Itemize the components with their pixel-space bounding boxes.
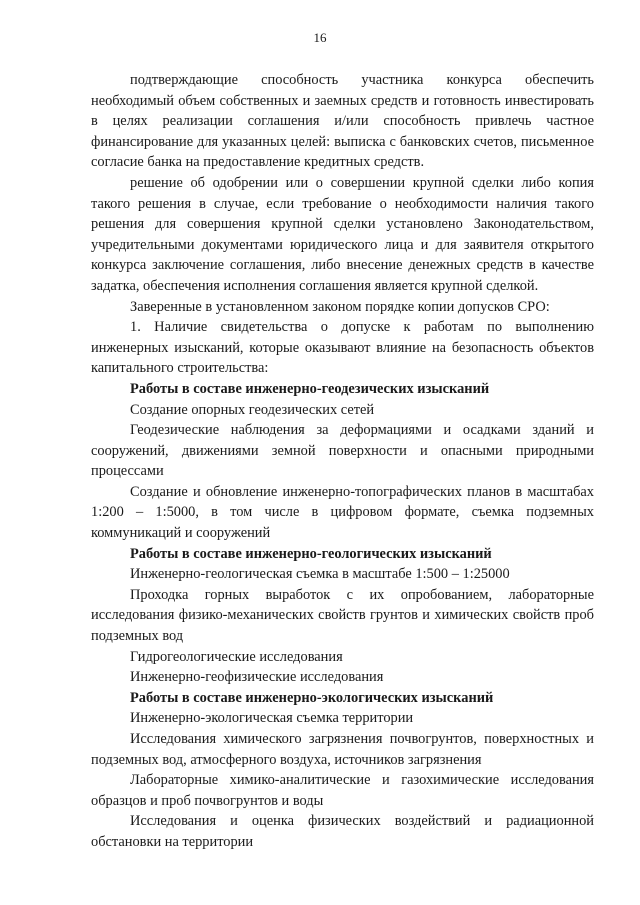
list-item: Создание опорных геодезических сетей <box>130 401 375 418</box>
list-item: Инженерно-геофизические исследования <box>130 669 384 686</box>
heading-geological-works: Работы в составе инженерно-геологических изысканий <box>130 545 492 562</box>
heading-geodetic-works: Работы в составе инженерно-геодезических изысканий <box>130 380 490 397</box>
paragraph-sro-copies: Заверенные в установленном законом порядке копии допусков СРО: <box>130 298 550 315</box>
paragraph-survey-permit: 1. Наличие свидетельства о допуске к работам по выполнению инженерных изысканий, которые оказывают влияние на безопасность объектов капитального строительства: <box>91 319 594 377</box>
page-number: 16 <box>313 30 327 45</box>
list-item: Геодезические наблюдения за деформациями и осадками зданий и сооружений, движениями земной поверхности и опасными природными процессами <box>91 422 594 480</box>
heading-ecological-works: Работы в составе инженерно-экологических изысканий <box>130 689 494 706</box>
list-item: Создание и обновление инженерно-топографических планов в масштабах 1:200 – 1:5000, в том числе в цифровом формате, съемка подземных коммуникаций и сооружений <box>91 483 594 542</box>
paragraph-financial-capacity: подтверждающие способность участника конкурса обеспечить необходимый объем собственных и заемных средств и готовность инвестировать в целях реализации соглашения и/или способность привлечь частное финансирование для указанных целей: выписка с банковских счетов, письменное согласие банка на предоставление кредитных средств. <box>91 72 594 171</box>
list-item: Инженерно-геологическая съемка в масштабе 1:500 – 1:25000 <box>130 566 510 583</box>
list-item: Исследования и оценка физических воздействий и радиационной обстановки на территории <box>91 813 594 850</box>
list-item: Инженерно-экологическая съемка территории <box>130 710 414 727</box>
paragraph-major-transaction: решение об одобрении или о совершении крупной сделки либо копия такого решения в случае, если требование о необходимости наличия такого решения для совершения крупной сделки установлено Законодательством, учредительными документами юридического лица и для заявителя открытого конкурса заключение соглашения, либо внесение денежных средств в качестве задатка, обеспечения исполнения соглашения является крупной сделкой. <box>91 174 594 294</box>
list-item: Лабораторные химико-аналитические и газохимические исследования образцов и проб почвогрунтов и воды <box>91 772 594 809</box>
list-item: Проходка горных выработок с их опробованием, лабораторные исследования физико-механических свойств грунтов и химических свойств проб подземных вод <box>91 586 594 645</box>
list-item: Исследования химического загрязнения почвогрунтов, поверхностных и подземных вод, атмосферного воздуха, источников загрязнения <box>91 731 594 768</box>
list-item: Гидрогеологические исследования <box>130 648 343 665</box>
document-body <box>91 70 594 853</box>
